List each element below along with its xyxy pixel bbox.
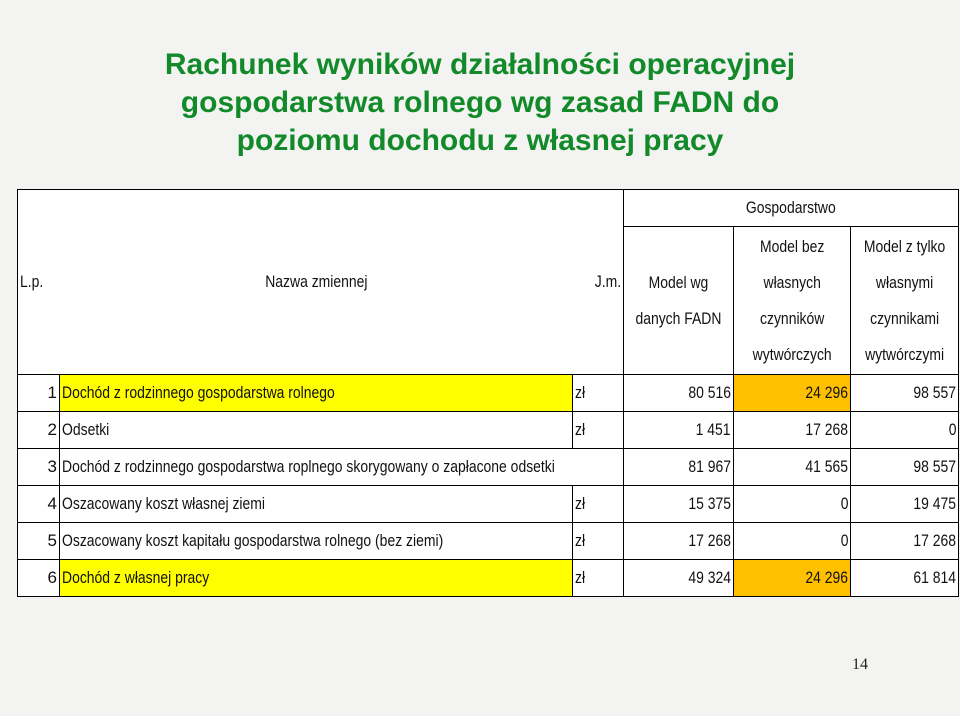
table-row — [18, 560, 959, 597]
row-value-model-z-tylko: 0 — [851, 412, 959, 449]
row-value-model-bez: 41 565 — [734, 449, 851, 486]
fadn-table — [17, 189, 959, 597]
slide-title — [40, 46, 920, 160]
table-row — [18, 486, 959, 523]
row-value-fadn: 15 375 — [624, 486, 734, 523]
row-name: Dochód z rodzinnego gospodarstwa roplnego skorygowany o zapłacone odsetki — [60, 449, 624, 486]
header-lp: L.p. — [18, 190, 60, 375]
row-value-model-bez: 0 — [734, 523, 851, 560]
table-row — [18, 523, 959, 560]
header-col-fadn: Model wg danych FADN — [624, 227, 734, 375]
row-name: Oszacowany koszt kapitału gospodarstwa rolnego (bez ziemi) — [60, 523, 573, 560]
header-unit: J.m. — [573, 190, 624, 375]
row-value-model-z-tylko: 19 475 — [851, 486, 959, 523]
row-name: Odsetki — [60, 412, 573, 449]
row-value-model-bez: 24 296 — [734, 375, 851, 412]
row-value-fadn: 81 967 — [624, 449, 734, 486]
row-lp: 1 — [18, 375, 60, 412]
table-row — [18, 375, 959, 412]
slide-title-line2: gospodarstwa rolnego wg zasad FADN do — [180, 86, 780, 119]
row-lp: 3 — [18, 449, 60, 486]
row-value-model-bez: 0 — [734, 486, 851, 523]
row-unit: zł — [573, 375, 624, 412]
row-value-model-z-tylko: 17 268 — [851, 523, 959, 560]
row-value-fadn: 80 516 — [624, 375, 734, 412]
row-value-model-bez: 24 296 — [734, 560, 851, 597]
header-col-model-bez: Model bez własnych czynników wytwórczych — [734, 227, 851, 375]
row-value-model-bez: 17 268 — [734, 412, 851, 449]
row-lp: 2 — [18, 412, 60, 449]
row-lp: 4 — [18, 486, 60, 523]
row-unit: zł — [573, 523, 624, 560]
row-value-model-z-tylko: 61 814 — [851, 560, 959, 597]
row-value-model-z-tylko: 98 557 — [851, 449, 959, 486]
table-row — [18, 449, 959, 486]
row-unit: zł — [573, 560, 624, 597]
header-col-model-z-tylko: Model z tylko własnymi czynnikami wytwórczymi — [851, 227, 959, 375]
page-number: 14 — [852, 656, 868, 673]
row-lp: 6 — [18, 560, 60, 597]
row-name: Dochód z rodzinnego gospodarstwa rolnego — [60, 375, 573, 412]
row-unit: zł — [573, 412, 624, 449]
header-row-top — [18, 190, 959, 227]
row-name: Dochód z własnej pracy — [60, 560, 573, 597]
row-value-fadn: 49 324 — [624, 560, 734, 597]
header-group-gospodarstwo: Gospodarstwo — [624, 190, 959, 227]
table-row — [18, 412, 959, 449]
row-name: Oszacowany koszt własnej ziemi — [60, 486, 573, 523]
row-lp: 5 — [18, 523, 60, 560]
row-value-fadn: 1 451 — [624, 412, 734, 449]
slide-title-line3: poziomu dochodu z własnej pracy — [236, 124, 724, 157]
header-name: Nazwa zmiennej — [60, 190, 573, 375]
slide-title-line1: Rachunek wyników działalności operacyjnej — [164, 48, 796, 81]
row-unit: zł — [573, 486, 624, 523]
row-value-model-z-tylko: 98 557 — [851, 375, 959, 412]
row-value-fadn: 17 268 — [624, 523, 734, 560]
